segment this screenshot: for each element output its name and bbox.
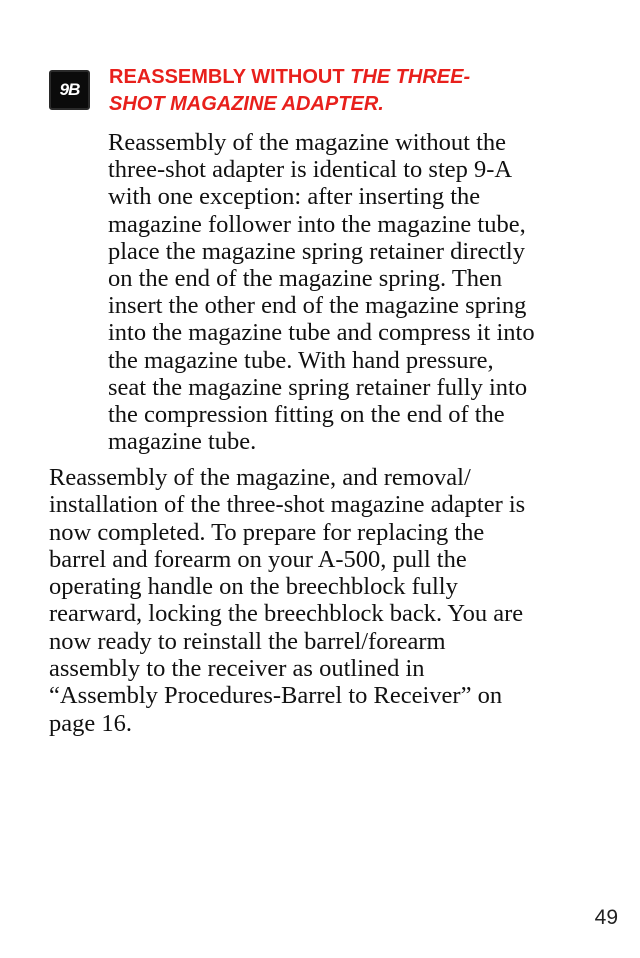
completion-paragraph [49, 464, 569, 737]
instruction-line: with one exception: after inserting the [108, 183, 481, 211]
body-line: now ready to reinstall the barrel/forearm [49, 627, 446, 655]
step-number-badge [49, 70, 90, 110]
instruction-line: place the magazine spring retainer directly [108, 237, 525, 265]
instruction-line: on the end of the magazine spring. Then [108, 265, 503, 293]
page-number: 49 [594, 906, 618, 929]
instruction-line: the magazine tube. With hand pressure, [108, 346, 494, 374]
step-instruction-paragraph [108, 129, 568, 455]
instruction-line: insert the other end of the magazine spring [108, 292, 527, 320]
body-line: operating handle on the breechblock fully [49, 573, 458, 601]
body-line: assembly to the receiver as outlined in [49, 655, 425, 683]
heading-italic-text-2: SHOT MAGAZINE ADAPTER. [109, 93, 384, 115]
step-heading [109, 64, 549, 118]
heading-plain-text: REASSEMBLY WITHOUT [109, 66, 351, 88]
instruction-line: magazine follower into the magazine tube, [108, 210, 526, 238]
instruction-line: into the magazine tube and compress it into [108, 319, 535, 347]
step-number: 9B [59, 80, 80, 99]
instruction-line: three-shot adapter is identical to step 9-A [108, 156, 513, 184]
instruction-line: seat the magazine spring retainer fully into [108, 373, 528, 401]
body-line: Reassembly of the magazine, and removal/ [49, 464, 471, 491]
body-line: barrel and forearm on your A-500, pull the [49, 545, 467, 573]
heading-italic-text-1: THE THREE- [350, 66, 471, 88]
body-line: now completed. To prepare for replacing the [49, 518, 485, 546]
body-line: rearward, locking the breechblock back. You are [49, 600, 524, 628]
body-line: “Assembly Procedures-Barrel to Receiver” on [49, 682, 503, 710]
body-line: installation of the three-shot magazine adapter is [49, 491, 526, 519]
body-line: page 16. [49, 709, 132, 737]
instruction-line: magazine tube. [108, 428, 257, 456]
instruction-line: Reassembly of the magazine without the [108, 129, 507, 156]
instruction-line: the compression fitting on the end of the [108, 401, 505, 429]
